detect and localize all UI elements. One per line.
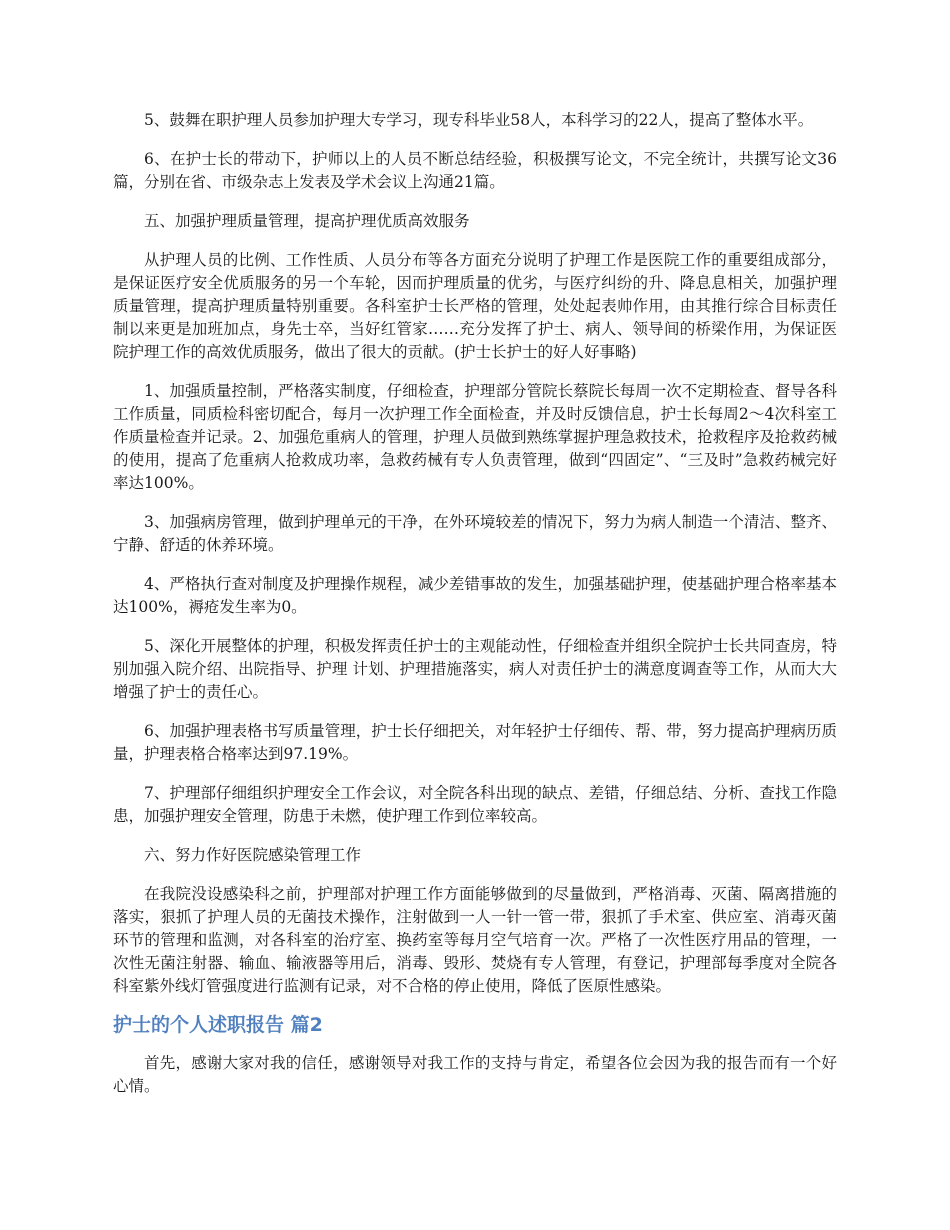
paragraph-holistic-care: 5、深化开展整体的护理，积极发挥责任护士的主观能动性，仔细检查并组织全院护士长共同查房，特别加强入院介绍、出院指导、护理 计划、护理措施落实，病人对责任护士的满意度调查等工作，从而大大增强了护士的责任心。 xyxy=(113,637,837,701)
section-heading-infection: 六、努力作好医院感染管理工作 xyxy=(144,846,362,864)
paragraph-papers: 6、在护士长的带动下，护师以上的人员不断总结经验，积极撰写论文，不完全统计，共撰写论文36篇，分别在省、市级杂志上发表及学术会议上沟通21篇。 xyxy=(113,150,837,191)
paragraph-check-system: 4、严格执行查对制度及护理操作规程，减少差错事故的发生，加强基础护理，使基础护理合格率基本达100%，褥疮发生率为0。 xyxy=(113,575,837,616)
paragraph-quality-overview: 从护理人员的比例、工作性质、人员分布等各方面充分说明了护理工作是医院工作的重要组成部分，是保证医疗安全优质服务的另一个车轮，因而护理质量的优劣，与医疗纠纷的升、降息息相关，加强护理质量管理，提高护理质量特别重要。各科室护士长严格的管理，处处起表帅作用，由其推行综合目标责任制以来更是加班加点，身先士卒，当好红管家……充分发挥了护士、病人、领导间的桥梁作用，为保证医院护理工作的高效优质服务，做出了很大的贡献。(护士长护士的好人好事略) xyxy=(113,251,837,361)
report-title-part2: 护士的个人述职报告 篇2 xyxy=(113,1014,323,1036)
paragraph-training: 5、鼓舞在职护理人员参加护理大专学习，现专科毕业58人，本科学习的22人，提高了整体水平。 xyxy=(144,111,814,129)
document-page xyxy=(113,109,837,1114)
section-heading-quality: 五、加强护理质量管理，提高护理优质高效服务 xyxy=(144,212,470,230)
paragraph-safety: 7、护理部仔细组织护理安全工作会议，对全院各科出现的缺点、差错，仔细总结、分析、查找工作隐患，加强护理安全管理，防患于未燃，使护理工作到位率较高。 xyxy=(113,784,837,825)
paragraph-ward-management: 3、加强病房管理，做到护理单元的干净，在外环境较差的情况下，努力为病人制造一个清洁、整齐、宁静、舒适的休养环境。 xyxy=(113,513,837,554)
paragraph-opening: 首先，感谢大家对我的信任，感谢领导对我工作的支持与肯定，希望各位会因为我的报告而有一个好心情。 xyxy=(113,1054,837,1095)
paragraph-quality-control: 1、加强质量控制，严格落实制度，仔细检查，护理部分管院长蔡院长每周一次不定期检查、督导各科工作质量，同质检科密切配合，每月一次护理工作全面检查，并及时反馈信息，护士长每周2～4次科室工作质量检查并记录。2、加强危重病人的管理，护理人员做到熟练掌握护理急救技术，抢救程序及抢救药械的使用，提高了危重病人抢救成功率，急救药械有专人负责管理，做到“四固定”、“三及时”急救药械完好率达100%。 xyxy=(113,382,837,492)
paragraph-infection-control: 在我院没设感染科之前，护理部对护理工作方面能够做到的尽量做到，严格消毒、灭菌、隔离措施的落实，狠抓了护理人员的无菌技术操作，注射做到一人一针一管一带，狠抓了手术室、供应室、消毒灭菌环节的管理和监测，对各科室的治疗室、换药室等每月空气培育一次。严格了一次性医疗用品的管理，一次性无菌注射器、输血、输液器等用后，消毒、毁形、焚烧有专人管理，有登记，护理部每季度对全院各科室紫外线灯管强度进行监测有记录，对不合格的停止使用，降低了医原性感染。 xyxy=(113,885,837,995)
paragraph-records: 6、加强护理表格书写质量管理，护士长仔细把关，对年轻护士仔细传、帮、带，努力提高护理病历质量，护理表格合格率达到97.19%。 xyxy=(113,722,837,763)
